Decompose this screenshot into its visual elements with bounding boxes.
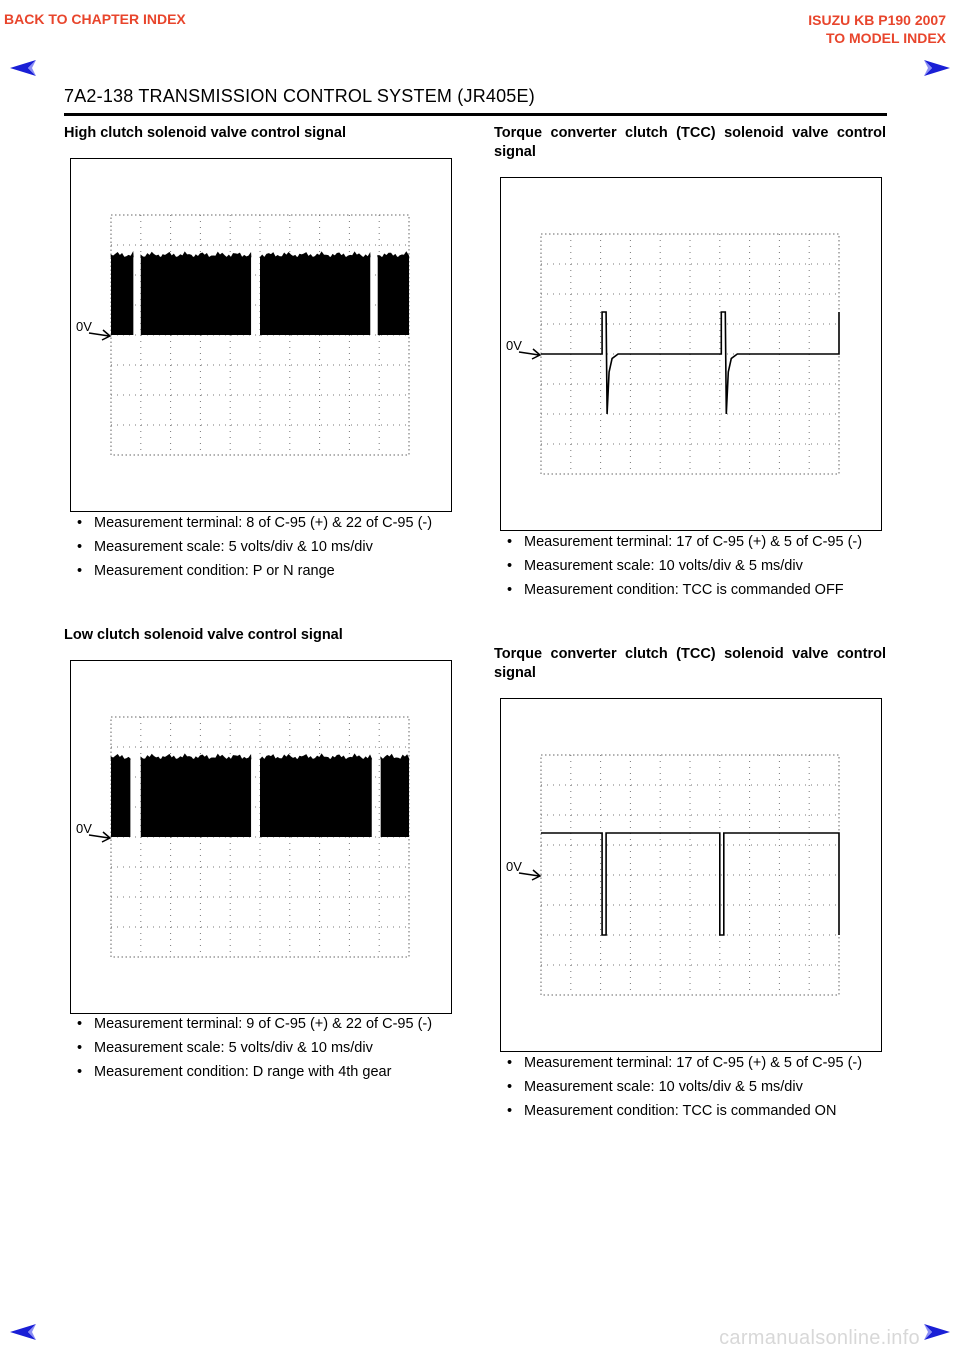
waveform-block bbox=[111, 759, 130, 837]
waveform-edge bbox=[141, 252, 251, 258]
list-item: • Measurement condition: D range with 4th gear bbox=[64, 1063, 458, 1081]
oscilloscope-high-clutch bbox=[70, 158, 452, 512]
waveform-trace bbox=[541, 312, 839, 414]
to-model-index-link[interactable]: TO MODEL INDEX bbox=[825, 30, 946, 46]
list-item: • Measurement condition: TCC is commanded OFF bbox=[494, 581, 888, 599]
waveform-edge bbox=[381, 754, 409, 759]
arrow-left-icon bbox=[8, 1322, 38, 1342]
waveform-edge bbox=[111, 754, 130, 759]
oscilloscope-tcc-on bbox=[500, 698, 882, 1052]
prev-page-top-button[interactable] bbox=[8, 58, 38, 78]
arrow-left-icon bbox=[8, 58, 38, 78]
list-item: • Measurement condition: TCC is commanded ON bbox=[494, 1102, 888, 1120]
list-item: • Measurement scale: 5 volts/div & 10 ms/div bbox=[64, 1039, 458, 1057]
waveform-block bbox=[381, 759, 409, 837]
section-title-tcc-on: Torque converter clutch (TCC) solenoid valve control signal bbox=[494, 646, 886, 681]
zero-volt-arrow-icon bbox=[89, 832, 110, 842]
zero-volt-label: 0V bbox=[506, 338, 522, 353]
waveform-block bbox=[378, 257, 409, 335]
measurement-list-tcc-on bbox=[494, 1054, 888, 1126]
header-rule bbox=[64, 113, 887, 116]
back-to-chapter-index-link[interactable]: BACK TO CHAPTER INDEX bbox=[4, 11, 186, 27]
model-title: ISUZU KB P190 2007 bbox=[808, 12, 946, 28]
waveform-edge bbox=[260, 252, 370, 258]
waveform-edge bbox=[260, 754, 372, 760]
measurement-list-high-clutch bbox=[64, 514, 458, 586]
list-item: • Measurement terminal: 9 of C-95 (+) & 22 of C-95 (-) bbox=[64, 1015, 458, 1033]
next-page-top-button[interactable] bbox=[922, 58, 952, 78]
page-title: 7A2-138 TRANSMISSION CONTROL SYSTEM (JR405E) bbox=[64, 86, 535, 106]
watermark: carmanualsonline.info bbox=[719, 1327, 920, 1349]
oscilloscope-low-clutch bbox=[70, 660, 452, 1014]
waveform-block bbox=[141, 257, 251, 335]
measurement-list-tcc-off bbox=[494, 533, 888, 605]
waveform-edge bbox=[378, 252, 409, 258]
list-item: • Measurement terminal: 17 of C-95 (+) & 5 of C-95 (-) bbox=[494, 1054, 888, 1072]
waveform-plot bbox=[501, 699, 881, 1051]
list-item: • Measurement terminal: 8 of C-95 (+) & 22 of C-95 (-) bbox=[64, 514, 458, 532]
list-item: • Measurement terminal: 17 of C-95 (+) & 5 of C-95 (-) bbox=[494, 533, 888, 551]
section-title-tcc-off: Torque converter clutch (TCC) solenoid valve control signal bbox=[494, 125, 886, 160]
oscilloscope-tcc-off bbox=[500, 177, 882, 531]
waveform-block bbox=[111, 257, 133, 335]
section-title-low-clutch: Low clutch solenoid valve control signal bbox=[64, 627, 343, 643]
arrow-right-icon bbox=[922, 58, 952, 78]
list-item: • Measurement scale: 10 volts/div & 5 ms/div bbox=[494, 1078, 888, 1096]
zero-volt-label: 0V bbox=[76, 821, 92, 836]
zero-volt-arrow-icon bbox=[519, 870, 540, 880]
list-item: • Measurement scale: 5 volts/div & 10 ms/div bbox=[64, 538, 458, 556]
zero-volt-arrow-icon bbox=[89, 330, 110, 340]
prev-page-bottom-button[interactable] bbox=[8, 1322, 38, 1342]
waveform-block bbox=[260, 257, 370, 335]
waveform-trace bbox=[541, 833, 839, 935]
waveform-block bbox=[141, 759, 251, 837]
zero-volt-arrow-icon bbox=[519, 349, 540, 359]
arrow-right-icon bbox=[922, 1322, 952, 1342]
waveform-edge bbox=[141, 754, 251, 760]
waveform-block bbox=[260, 759, 372, 837]
list-item: • Measurement scale: 10 volts/div & 5 ms/div bbox=[494, 557, 888, 575]
waveform-edge bbox=[111, 252, 133, 257]
list-item: • Measurement condition: P or N range bbox=[64, 562, 458, 580]
next-page-bottom-button[interactable] bbox=[922, 1322, 952, 1342]
measurement-list-low-clutch bbox=[64, 1015, 458, 1087]
waveform-plot bbox=[501, 178, 881, 530]
waveform-plot bbox=[71, 661, 451, 1013]
zero-volt-label: 0V bbox=[506, 859, 522, 874]
zero-volt-label: 0V bbox=[76, 319, 92, 334]
model-nav bbox=[808, 11, 946, 47]
section-title-high-clutch: High clutch solenoid valve control signal bbox=[64, 125, 346, 141]
waveform-plot bbox=[71, 159, 451, 511]
